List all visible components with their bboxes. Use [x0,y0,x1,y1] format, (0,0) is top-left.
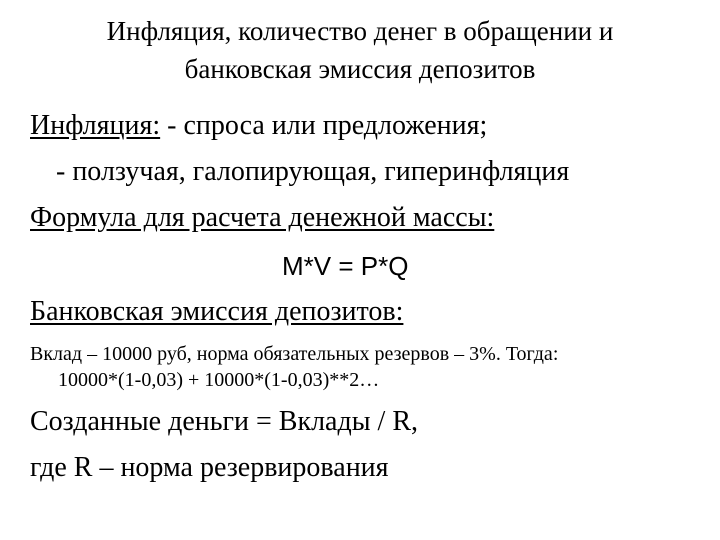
created-money-formula: Созданные деньги = Вклады / R, [30,406,418,437]
title-line-2: банковская эмиссия депозитов [184,54,536,84]
title-line-1: Инфляция, количество денег в обращении и [106,16,614,46]
inflation-label: Инфляция: [30,110,161,141]
example-line-2: 10000*(1-0,03) + 10000*(1-0,03)**2… [58,369,380,391]
reserve-rate-definition: где R – норма резервирования [30,452,389,483]
example-line-1: Вклад – 10000 руб, норма обязательных резервов – 3%. Тогда: [30,343,559,365]
inflation-types-speed: - ползучая, галопирующая, гиперинфляция [56,156,570,187]
slide-title [0,12,720,88]
money-formula: M*V = P*Q [282,251,409,281]
emission-heading: Банковская эмиссия депозитов: [30,296,404,327]
formula-heading: Формула для расчета денежной массы: [30,202,495,233]
inflation-types-line [30,108,487,144]
inflation-types-demand-supply: - спроса или предложения; [160,110,488,141]
